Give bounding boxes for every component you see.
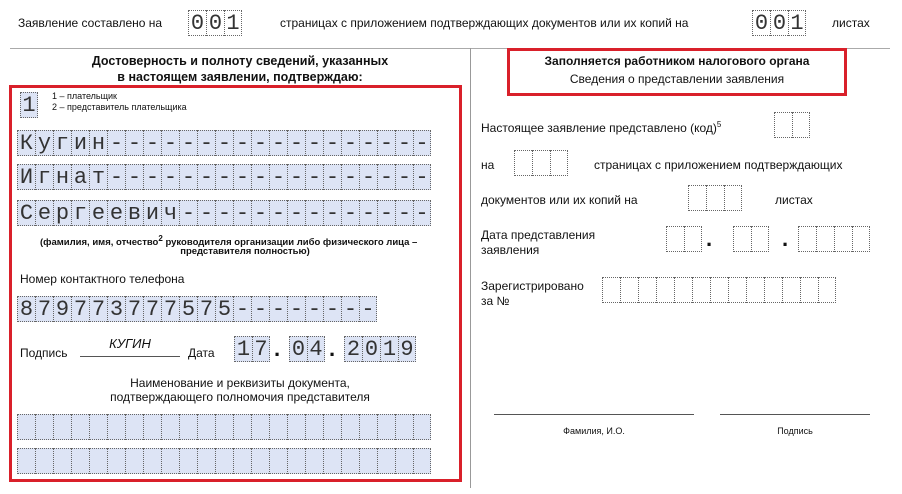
char-cell <box>413 414 431 440</box>
char-cell: С <box>17 200 35 226</box>
char-cell <box>359 448 377 474</box>
char-cell <box>782 277 800 303</box>
char-cell: - <box>323 164 341 190</box>
char-cell: - <box>161 130 179 156</box>
char-cell: - <box>341 164 359 190</box>
char-cell <box>215 448 233 474</box>
char-cell: - <box>413 164 431 190</box>
char-cell: - <box>323 200 341 226</box>
char-cell: г <box>35 164 53 190</box>
char-cell: - <box>359 296 377 322</box>
docs-copies-label: документов или их копий на <box>481 193 638 207</box>
char-cell: И <box>17 164 35 190</box>
char-cell: 7 <box>161 296 179 322</box>
char-cell: - <box>125 130 143 156</box>
char-cell: - <box>161 164 179 190</box>
char-cell <box>514 150 532 176</box>
char-cell: 7 <box>89 296 107 322</box>
surname-field[interactable] <box>17 130 431 156</box>
char-cell <box>638 277 656 303</box>
char-cell <box>269 414 287 440</box>
char-cell: - <box>143 130 161 156</box>
char-cell <box>251 414 269 440</box>
char-cell: н <box>89 130 107 156</box>
char-cell: 1 <box>234 336 252 362</box>
pages-with-label: страницах с приложением подтверждающих <box>594 158 843 172</box>
char-cell <box>125 448 143 474</box>
char-cell <box>305 448 323 474</box>
char-cell: - <box>377 200 395 226</box>
date-separator: . <box>781 226 789 251</box>
char-cell <box>724 185 742 211</box>
char-cell: - <box>305 164 323 190</box>
char-cell <box>197 448 215 474</box>
char-cell <box>161 448 179 474</box>
sheets-label: листах <box>775 193 813 207</box>
char-cell <box>674 277 692 303</box>
char-cell: - <box>269 164 287 190</box>
char-cell <box>323 414 341 440</box>
char-cell: е <box>107 200 125 226</box>
officer-fio-caption: Фамилия, И.О. <box>563 426 625 436</box>
char-cell <box>692 277 710 303</box>
char-cell: - <box>197 164 215 190</box>
char-cell: - <box>341 296 359 322</box>
submitted-code-field[interactable] <box>774 112 810 138</box>
char-cell <box>107 448 125 474</box>
officer-sheets-field[interactable] <box>688 185 742 211</box>
char-cell: и <box>71 130 89 156</box>
officer-date-month-field[interactable] <box>733 226 769 252</box>
char-cell <box>89 448 107 474</box>
char-cell <box>305 414 323 440</box>
char-cell <box>550 150 568 176</box>
char-cell: - <box>215 164 233 190</box>
left-title-line1: Достоверность и полноту сведений, указанных <box>91 54 389 68</box>
char-cell <box>233 448 251 474</box>
char-cell <box>751 226 769 252</box>
date-separator: . <box>273 336 281 361</box>
char-cell <box>359 414 377 440</box>
char-cell: 5 <box>215 296 233 322</box>
char-cell: - <box>197 200 215 226</box>
char-cell <box>818 277 836 303</box>
char-cell: - <box>107 130 125 156</box>
char-cell <box>706 185 724 211</box>
signer-option-1: 1 – плательщик <box>52 91 117 101</box>
char-cell: - <box>413 130 431 156</box>
name-field[interactable] <box>17 164 431 190</box>
char-cell: - <box>179 200 197 226</box>
officer-date-year-field[interactable] <box>798 226 870 252</box>
char-cell: - <box>233 296 251 322</box>
char-cell <box>800 277 818 303</box>
char-cell <box>666 226 684 252</box>
char-cell: т <box>89 164 107 190</box>
char-cell: 7 <box>197 296 215 322</box>
officer-fio-line[interactable] <box>494 414 694 415</box>
char-cell <box>17 448 35 474</box>
char-cell <box>161 414 179 440</box>
submitted-code-label: Настоящее заявление представлено (код)$^5$ <box>481 120 722 135</box>
char-cell: - <box>179 130 197 156</box>
date-submit-line2: заявления <box>481 243 540 257</box>
char-cell <box>35 414 53 440</box>
char-cell: - <box>287 200 305 226</box>
char-cell <box>710 277 728 303</box>
signer-option-2: 2 – представитель плательщика <box>52 102 187 112</box>
sheets-count-field[interactable] <box>752 10 806 36</box>
char-cell: - <box>377 164 395 190</box>
char-cell <box>341 448 359 474</box>
char-cell <box>233 414 251 440</box>
char-cell: - <box>359 200 377 226</box>
char-cell: - <box>197 130 215 156</box>
signer-code-field[interactable] <box>20 92 38 118</box>
char-cell: 1 <box>380 336 398 362</box>
char-cell <box>532 150 550 176</box>
char-cell <box>395 448 413 474</box>
char-cell: 1 <box>788 10 806 36</box>
tax-officer-subtitle: Сведения о представлении заявления <box>569 72 785 86</box>
char-cell <box>413 448 431 474</box>
patronymic-field[interactable] <box>17 200 431 226</box>
char-cell: - <box>233 164 251 190</box>
char-cell <box>834 226 852 252</box>
char-cell <box>197 414 215 440</box>
char-cell <box>107 414 125 440</box>
char-cell: - <box>251 164 269 190</box>
char-cell: 1 <box>20 92 38 118</box>
char-cell: 9 <box>53 296 71 322</box>
char-cell: - <box>341 200 359 226</box>
doc-title-line1: Наименование и реквизиты документа, <box>130 376 350 390</box>
on-label: на <box>481 158 495 172</box>
date-submit-line1: Дата представления <box>481 228 596 242</box>
char-cell: а <box>71 164 89 190</box>
char-cell: 7 <box>71 296 89 322</box>
char-cell: - <box>251 200 269 226</box>
char-cell: - <box>215 200 233 226</box>
officer-pages-field[interactable] <box>514 150 568 176</box>
doc-details-field-1[interactable] <box>17 414 431 440</box>
signature-label: Подпись <box>20 346 68 360</box>
char-cell: - <box>107 164 125 190</box>
fio-note: (фамилия, имя, отчество$^2$ руководителя организации либо физического лица – <box>40 234 418 249</box>
char-cell <box>125 414 143 440</box>
char-cell <box>377 448 395 474</box>
registered-line1: Зарегистрировано <box>481 279 584 293</box>
char-cell <box>71 414 89 440</box>
char-cell: - <box>215 130 233 156</box>
date-year-field[interactable] <box>344 336 416 362</box>
char-cell <box>764 277 782 303</box>
char-cell <box>688 185 706 211</box>
char-cell: 0 <box>770 10 788 36</box>
char-cell: К <box>17 130 35 156</box>
char-cell: 7 <box>35 296 53 322</box>
date-label: Дата <box>188 346 215 360</box>
char-cell: - <box>287 130 305 156</box>
char-cell: - <box>179 164 197 190</box>
char-cell <box>852 226 870 252</box>
char-cell <box>179 448 197 474</box>
pages-count-field[interactable] <box>188 10 242 36</box>
char-cell: в <box>125 200 143 226</box>
date-separator: . <box>705 226 713 251</box>
char-cell: 2 <box>344 336 362 362</box>
char-cell: - <box>323 130 341 156</box>
pages-suffix-label: страницах с приложением подтверждающих документов или их копий на <box>280 16 689 30</box>
char-cell <box>602 277 620 303</box>
char-cell <box>143 414 161 440</box>
sheets-suffix-label: листах <box>832 16 870 30</box>
char-cell: 0 <box>289 336 307 362</box>
char-cell: - <box>251 130 269 156</box>
char-cell <box>251 448 269 474</box>
char-cell <box>179 414 197 440</box>
column-divider <box>470 48 471 488</box>
officer-date-day-field[interactable] <box>666 226 702 252</box>
char-cell: н <box>53 164 71 190</box>
char-cell: у <box>35 130 53 156</box>
date-day-field[interactable] <box>234 336 270 362</box>
char-cell: 7 <box>125 296 143 322</box>
char-cell <box>35 448 53 474</box>
char-cell: - <box>287 164 305 190</box>
char-cell <box>746 277 764 303</box>
char-cell <box>798 226 816 252</box>
char-cell: 0 <box>206 10 224 36</box>
doc-title-line2: подтверждающего полномочия представителя <box>110 390 370 404</box>
char-cell: - <box>305 130 323 156</box>
date-separator: . <box>328 336 336 361</box>
officer-signature-caption: Подпись <box>777 426 813 436</box>
char-cell: е <box>35 200 53 226</box>
char-cell: - <box>395 164 413 190</box>
phone-field[interactable] <box>17 296 377 322</box>
tax-officer-title: Заполняется работником налогового органа <box>544 54 810 68</box>
char-cell <box>269 448 287 474</box>
left-title-line2: в настоящем заявлении, подтверждаю: <box>117 70 363 84</box>
char-cell <box>733 226 751 252</box>
char-cell: - <box>377 130 395 156</box>
char-cell <box>377 414 395 440</box>
char-cell: 4 <box>307 336 325 362</box>
date-month-field[interactable] <box>289 336 325 362</box>
char-cell: 0 <box>188 10 206 36</box>
char-cell: р <box>53 200 71 226</box>
composed-on-label: Заявление составлено на <box>18 16 163 30</box>
char-cell: - <box>359 164 377 190</box>
signature-value: КУГИН <box>109 336 151 351</box>
char-cell: - <box>323 296 341 322</box>
char-cell: - <box>251 296 269 322</box>
char-cell <box>728 277 746 303</box>
char-cell <box>395 414 413 440</box>
doc-details-field-2[interactable] <box>17 448 431 474</box>
char-cell <box>287 448 305 474</box>
char-cell: - <box>341 130 359 156</box>
phone-label: Номер контактного телефона <box>20 272 185 286</box>
char-cell <box>53 414 71 440</box>
char-cell: - <box>413 200 431 226</box>
char-cell <box>89 414 107 440</box>
char-cell <box>341 414 359 440</box>
char-cell: - <box>269 296 287 322</box>
char-cell: е <box>89 200 107 226</box>
char-cell <box>620 277 638 303</box>
char-cell: - <box>143 164 161 190</box>
char-cell <box>684 226 702 252</box>
char-cell: 3 <box>107 296 125 322</box>
signature-line[interactable] <box>80 356 180 357</box>
char-cell: 7 <box>252 336 270 362</box>
char-cell <box>816 226 834 252</box>
char-cell: - <box>125 164 143 190</box>
char-cell: 0 <box>362 336 380 362</box>
char-cell: 0 <box>752 10 770 36</box>
char-cell <box>143 448 161 474</box>
char-cell: 5 <box>179 296 197 322</box>
fio-note-line2: представителя полностью) <box>180 246 310 257</box>
char-cell: 9 <box>398 336 416 362</box>
char-cell: г <box>53 130 71 156</box>
char-cell <box>17 414 35 440</box>
char-cell: - <box>305 200 323 226</box>
char-cell <box>792 112 810 138</box>
char-cell <box>656 277 674 303</box>
char-cell: и <box>143 200 161 226</box>
char-cell <box>287 414 305 440</box>
registration-number-field[interactable] <box>602 277 836 303</box>
char-cell <box>774 112 792 138</box>
char-cell: - <box>395 200 413 226</box>
char-cell: г <box>71 200 89 226</box>
char-cell: ч <box>161 200 179 226</box>
char-cell: 8 <box>17 296 35 322</box>
char-cell: - <box>359 130 377 156</box>
char-cell: - <box>269 130 287 156</box>
char-cell <box>71 448 89 474</box>
char-cell: - <box>269 200 287 226</box>
registered-line2: за № <box>481 294 510 308</box>
char-cell: 1 <box>224 10 242 36</box>
char-cell <box>53 448 71 474</box>
char-cell: - <box>287 296 305 322</box>
char-cell: - <box>305 296 323 322</box>
officer-signature-line[interactable] <box>720 414 870 415</box>
char-cell <box>323 448 341 474</box>
char-cell: - <box>395 130 413 156</box>
char-cell: - <box>233 200 251 226</box>
char-cell <box>215 414 233 440</box>
char-cell: - <box>233 130 251 156</box>
char-cell: 7 <box>143 296 161 322</box>
